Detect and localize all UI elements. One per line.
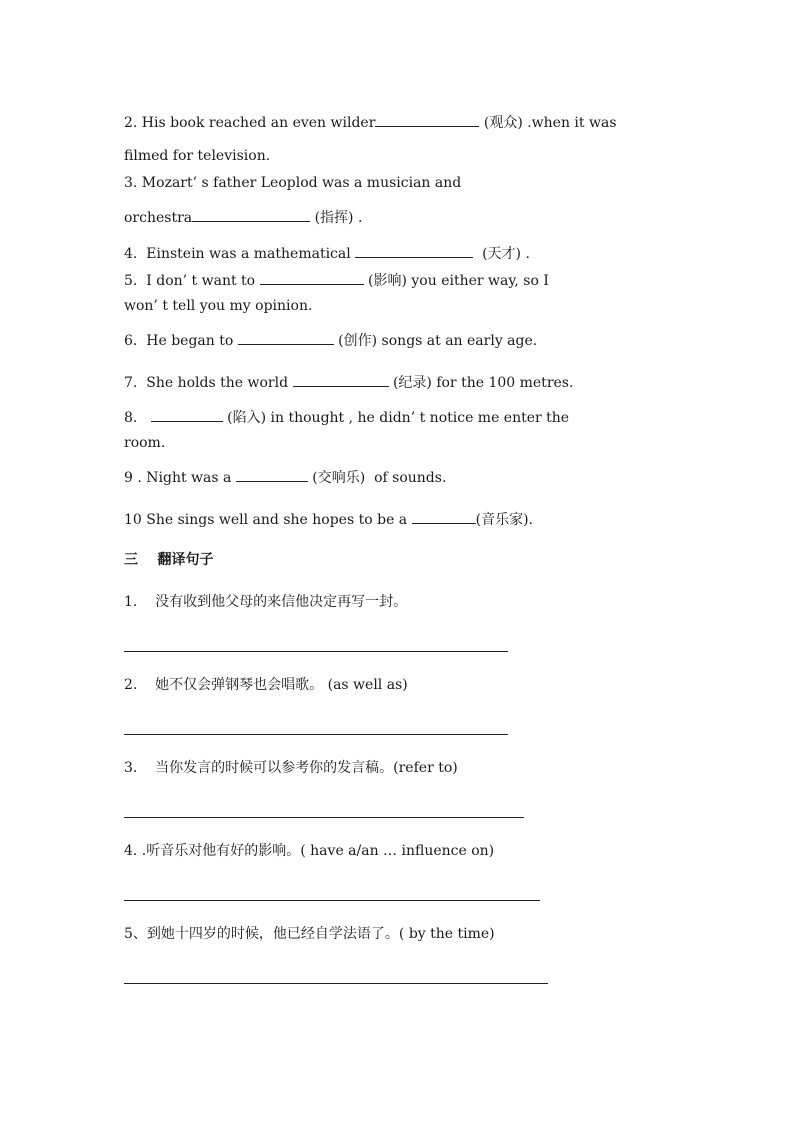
question-text: 3. Mozart’ s father Leoplod was a musician and: [124, 175, 462, 191]
answer-line[interactable]: [124, 651, 508, 652]
section-heading: 三 翻译句子: [124, 552, 214, 568]
question-5: [124, 270, 549, 290]
translation-3: 3. 当你发言的时候可以参考你的发言稿。(refer to): [124, 760, 458, 776]
translation-1: 1. 没有收到他父母的来信他决定再写一封。: [124, 594, 408, 610]
answer-blank[interactable]: [192, 207, 310, 222]
question-3: [124, 174, 461, 192]
question-3-continued: [124, 207, 362, 227]
question-2: [124, 112, 617, 132]
question-10: [124, 509, 533, 529]
question-hint: (天才) .: [473, 246, 530, 262]
answer-line[interactable]: [124, 900, 540, 901]
question-8-continued: [124, 434, 165, 452]
question-7: [124, 372, 573, 392]
question-4: [124, 243, 530, 263]
answer-blank[interactable]: [236, 467, 308, 482]
question-text: 9 . Night was a: [124, 470, 236, 486]
question-8: [124, 407, 569, 427]
question-hint: (观众) .when it was: [479, 115, 617, 131]
translation-2: 2. 她不仅会弹钢琴也会唱歌。 (as well as): [124, 677, 408, 693]
question-text: 10 She sings well and she hopes to be a: [124, 512, 412, 528]
translation-4: 4. .听音乐对他有好的影响。( have a/an … influence on): [124, 843, 495, 859]
question-text: filmed for television.: [124, 148, 271, 164]
answer-line[interactable]: [124, 983, 548, 984]
answer-line[interactable]: [124, 734, 508, 735]
question-text: 2. His book reached an even wilder: [124, 115, 376, 131]
question-text: orchestra: [124, 210, 193, 226]
question-hint: (指挥) .: [310, 210, 363, 226]
question-hint: (创作) songs at an early age.: [333, 333, 538, 349]
question-5-continued: [124, 297, 312, 315]
question-hint: (陷入) in thought , he didn’ t notice me enter the: [222, 410, 570, 426]
answer-blank[interactable]: [355, 243, 473, 258]
answer-blank[interactable]: [151, 407, 223, 422]
answer-blank[interactable]: [375, 112, 479, 127]
answer-blank[interactable]: [412, 509, 476, 524]
answer-line[interactable]: [124, 817, 524, 818]
question-hint: (影响) you either way, so I: [363, 273, 549, 289]
answer-blank[interactable]: [293, 372, 389, 387]
question-hint: (音乐家).: [475, 512, 533, 528]
question-9: [124, 467, 446, 487]
question-text: 5. I don’ t want to: [124, 273, 260, 289]
translation-5: 5、到她十四岁的时候，他已经自学法语了。( by the time): [124, 926, 495, 942]
question-text: 7. She holds the world: [124, 375, 293, 391]
answer-blank[interactable]: [260, 270, 364, 285]
question-2-continued: [124, 147, 270, 165]
question-hint: (纪录) for the 100 metres.: [388, 375, 574, 391]
question-text: room.: [124, 435, 166, 451]
question-text: 4. Einstein was a mathematical: [124, 246, 356, 262]
question-text: 6. He began to: [124, 333, 238, 349]
question-6: [124, 330, 537, 350]
question-hint: (交响乐) of sounds.: [307, 470, 447, 486]
answer-blank[interactable]: [238, 330, 334, 345]
question-text: won’ t tell you my opinion.: [124, 298, 313, 314]
question-text: 8.: [124, 410, 151, 426]
